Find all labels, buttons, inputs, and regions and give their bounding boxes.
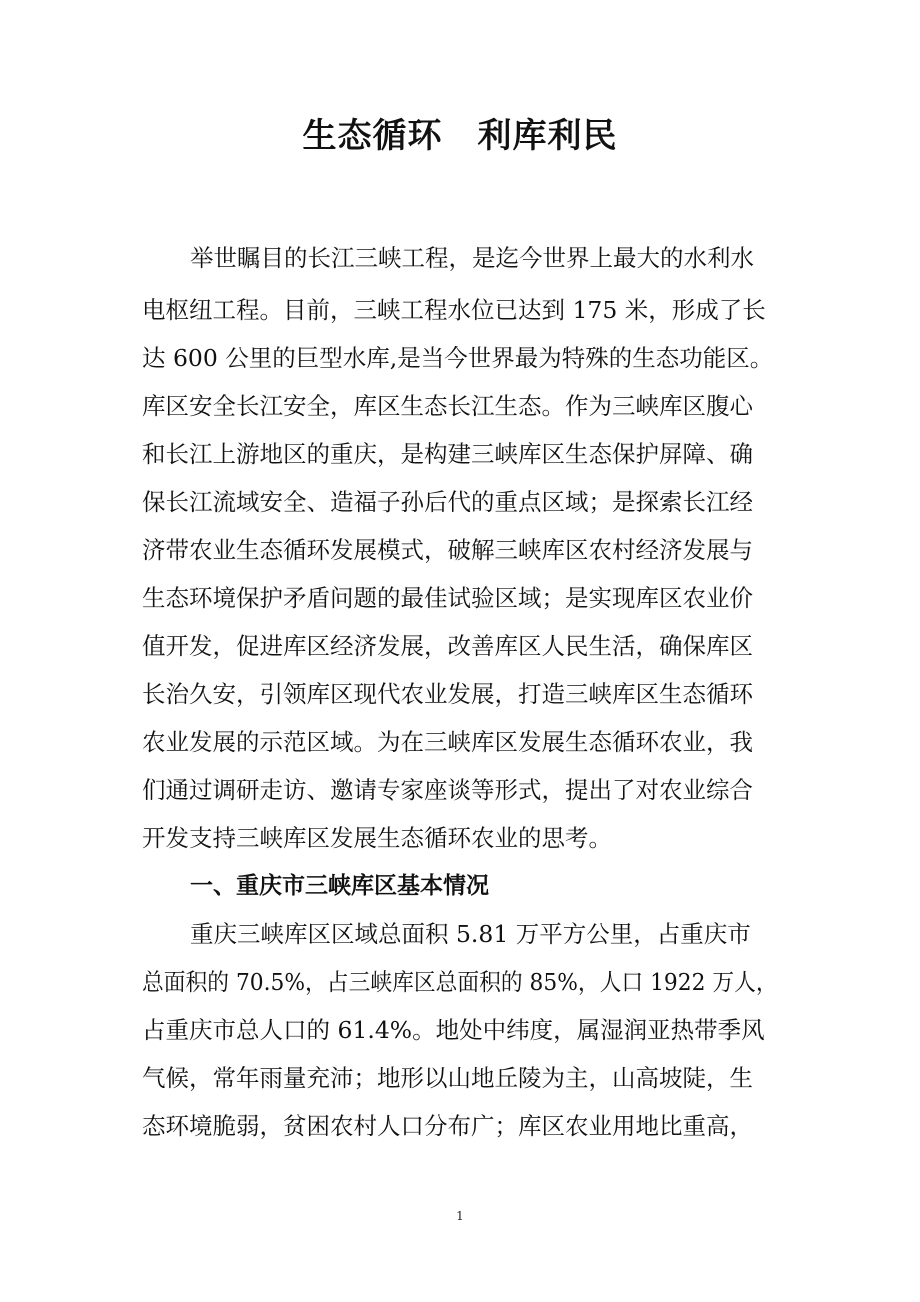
text-line: 气候，常年雨量充沛；地形以山地丘陵为主，山高坡陡，生 <box>142 1064 753 1092</box>
text-line: 开发支持三峡库区发展生态循环农业的思考。 <box>142 824 612 852</box>
page-number: 1 <box>456 1209 464 1223</box>
section-heading: 一、重庆市三峡库区基本情况 <box>190 873 489 899</box>
text-line: 态环境脆弱，贫困农村人口分布广；库区农业用地比重高， <box>142 1112 753 1140</box>
text-line: 举世瞩目的长江三峡工程，是迄今世界上最大的水利水 <box>190 244 754 272</box>
text-line: 和长江上游地区的重庆，是构建三峡库区生态保护屏障、确 <box>142 440 753 468</box>
text-line: 济带农业生态循环发展模式，破解三峡库区农村经济发展与 <box>142 536 753 564</box>
text-line: 达 600 公里的巨型水库,是当今世界最为特殊的生态功能区。 <box>142 344 774 372</box>
text-line: 值开发，促进库区经济发展，改善库区人民生活，确保库区 <box>142 632 753 660</box>
text-line: 们通过调研走访、邀请专家座谈等形式，提出了对农业综合 <box>142 776 753 804</box>
text-line: 电枢纽工程。目前，三峡工程水位已达到 175 米，形成了长 <box>142 296 766 324</box>
text-line: 库区安全长江安全，库区生态长江生态。作为三峡库区腹心 <box>142 392 753 420</box>
text-line: 保长江流域安全、造福子孙后代的重点区域；是探索长江经 <box>142 488 753 516</box>
text-line: 重庆三峡库区区域总面积 5.81 万平方公里，占重庆市 <box>190 920 751 948</box>
text-line: 农业发展的示范区域。为在三峡库区发展生态循环农业，我 <box>142 728 753 756</box>
page-title: 生态循环 利库利民 <box>302 116 618 156</box>
text-line: 长治久安，引领库区现代农业发展，打造三峡库区生态循环 <box>142 680 753 708</box>
text-line: 占重庆市总人口的 61.4%。地处中纬度，属湿润亚热带季风 <box>142 1016 765 1044</box>
text-line: 总面积的 70.5%，占三峡库区总面积的 85%，人口 1922 万人， <box>142 968 778 996</box>
text-line: 生态环境保护矛盾问题的最佳试验区域；是实现库区农业价 <box>142 584 753 612</box>
